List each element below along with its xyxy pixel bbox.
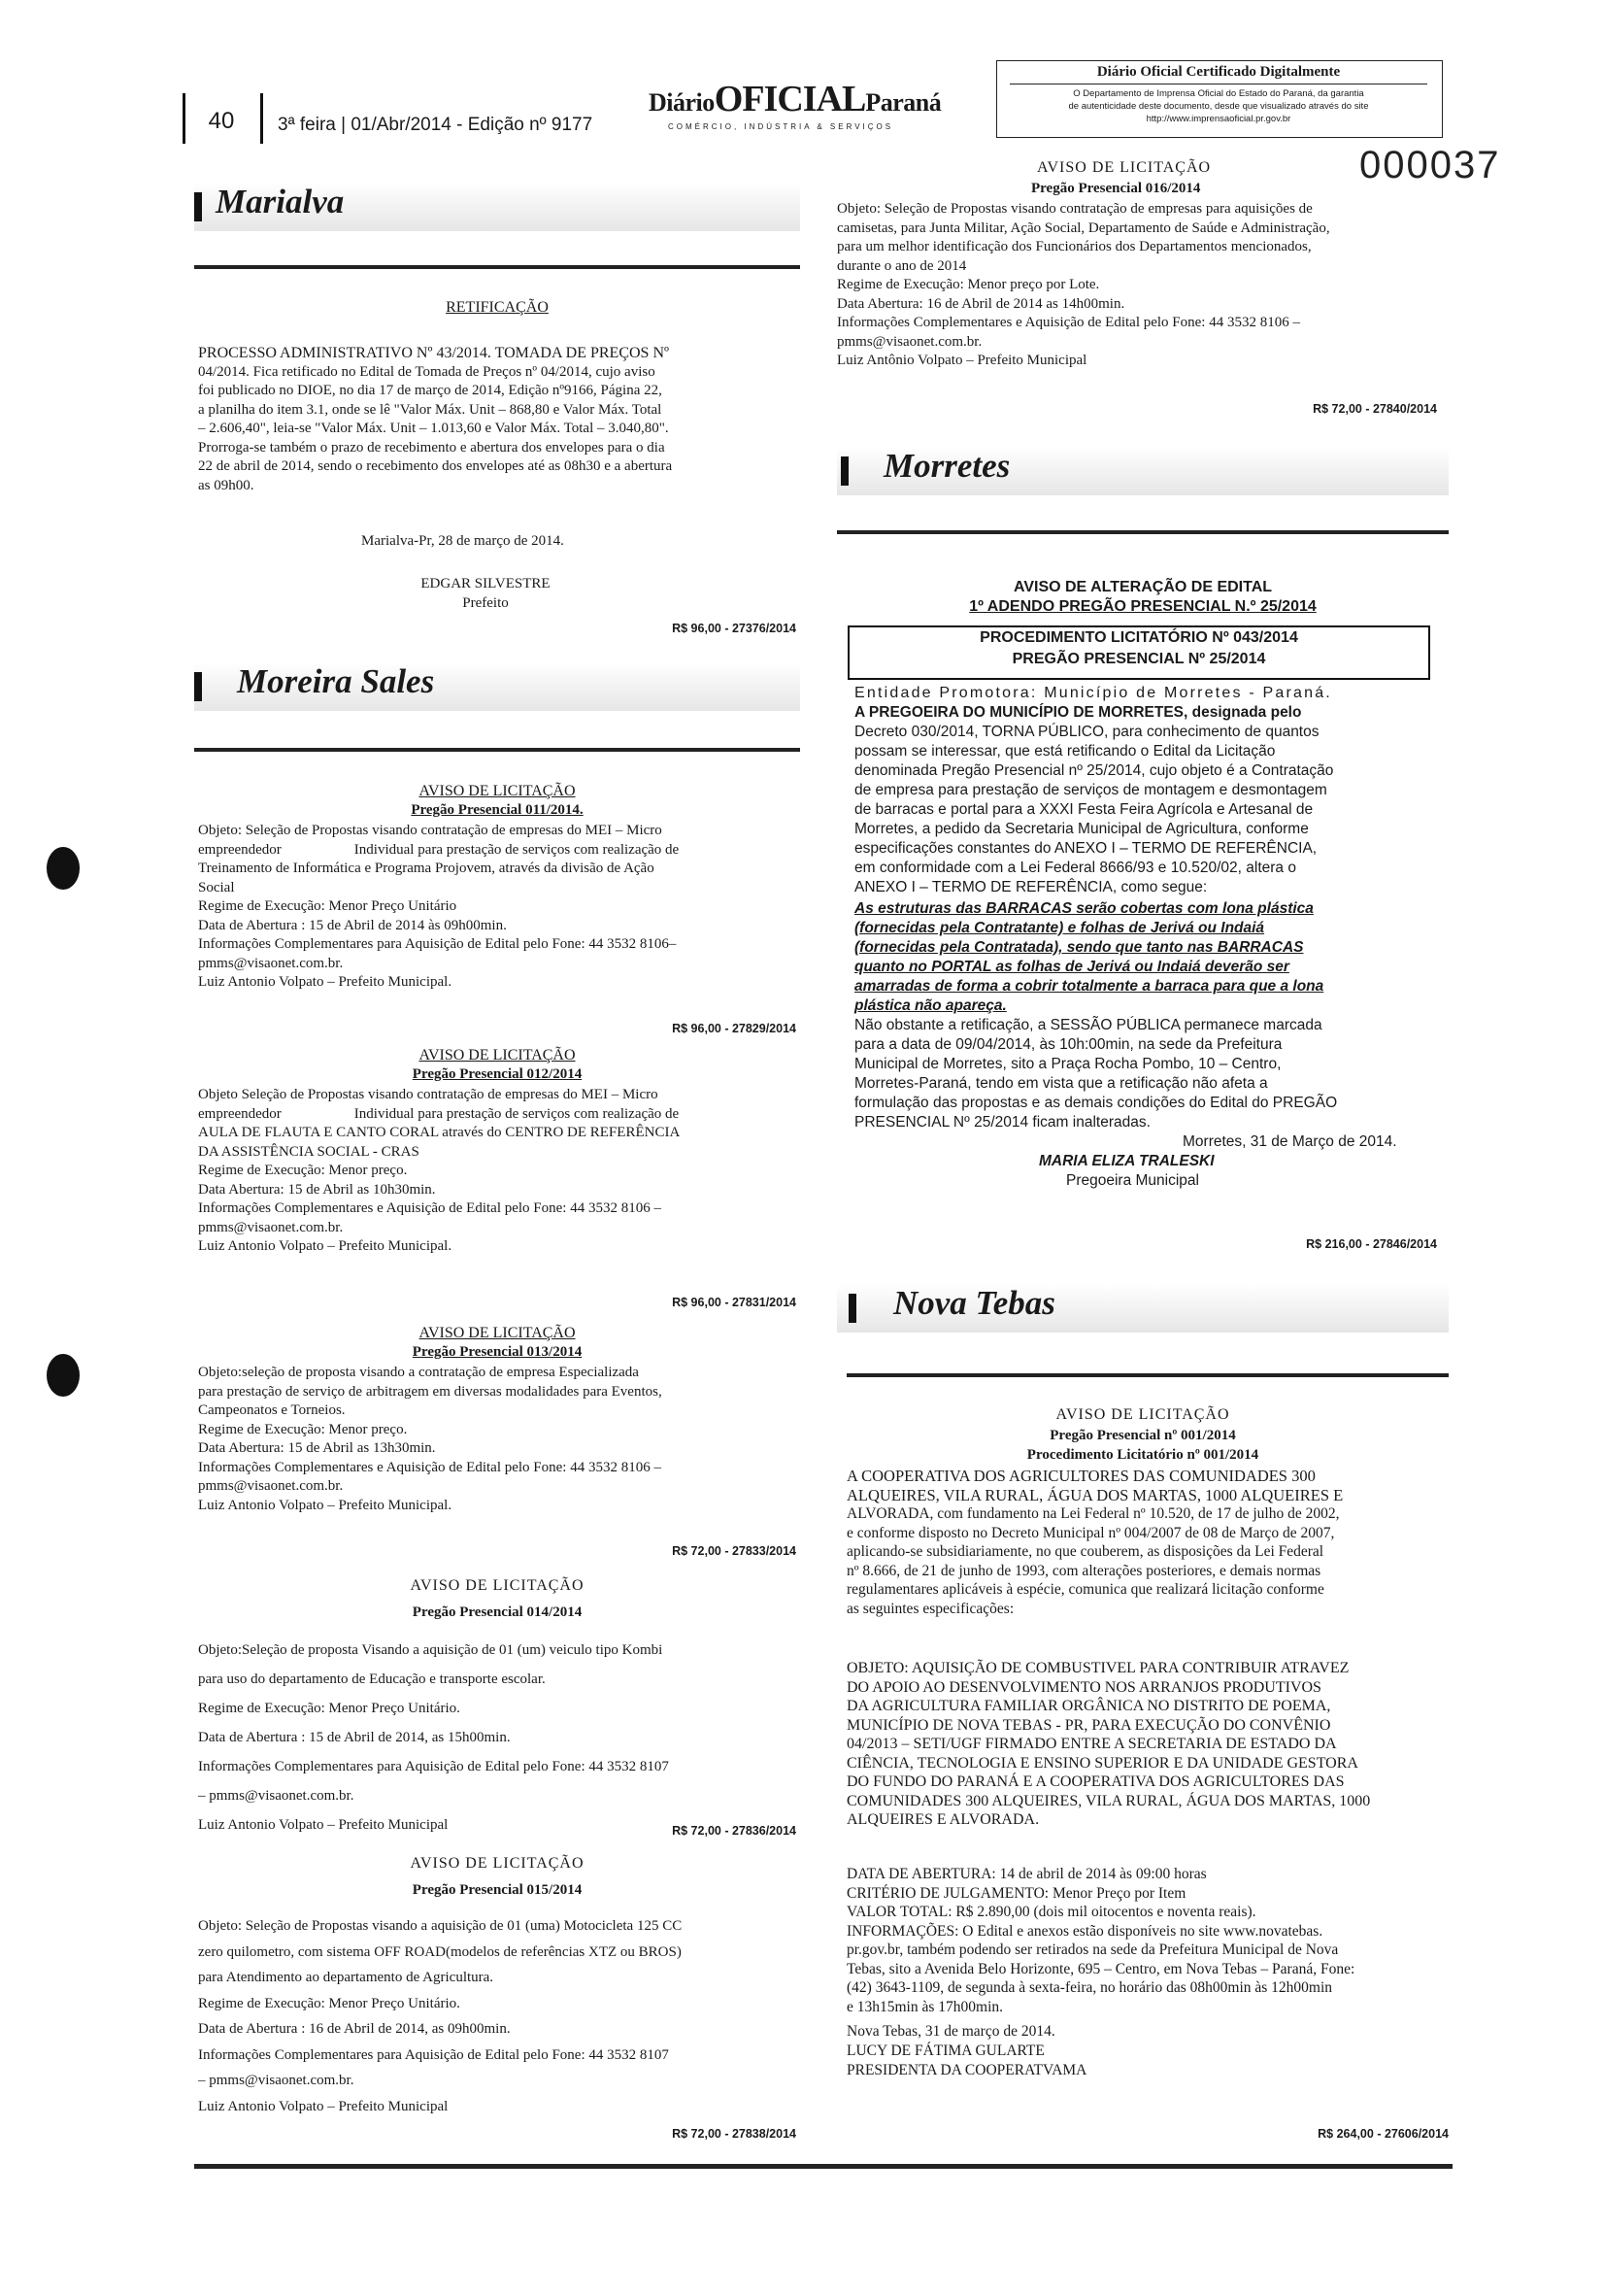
- section-rule: [194, 265, 800, 269]
- aviso-014-subtitle: Pregão Presencial 014/2014: [412, 1604, 583, 1620]
- punch-hole-bottom: [47, 1354, 80, 1397]
- aviso-011-subtitle: Pregão Presencial 011/2014.: [411, 802, 584, 818]
- section-title-morretes: Morretes: [884, 447, 1011, 485]
- price-tag: R$ 72,00 - 27836/2014: [672, 1824, 796, 1838]
- aviso-014-body: Objeto:Seleção de proposta Visando a aquisição de 01 (um) veiculo tipo Kombi para uso do departamento de Educação e transporte escolar. Regime de Execução: Menor Preço Unitário. Data de Abertura : 15 de Abril de 2014, as 15h00min. Informações Complementares para Aquisição de Edital pelo Fone: 44 3532 8107 – pmms@visaonet.com.br. Luiz Antonio Volpato – Prefeito Municipal: [198, 1642, 669, 1833]
- morretes-amendment: As estruturas das BARRACAS serão cobertas com lona plástica (fornecidas pela Contratante) e folhas de Jerivá ou Indaiá (fornecidas pela Contratada), sendo que tanto nas BARRACAS quanto no PORTAL as folhas de Jerivá ou Indaiá deverão ser amarradas de forma a cobrir totalmente a barraca para que a lona plástica não apareça.: [854, 900, 1324, 1014]
- price-tag: R$ 96,00 - 27831/2014: [672, 1296, 796, 1309]
- morretes-role: Pregoeira Municipal: [1066, 1172, 1199, 1189]
- retificacao-body: PROCESSO ADMINISTRATIVO Nº 43/2014. TOMADA DE PREÇOS Nº 04/2014. Fica retificado no Edital de Tomada de Preços nº 04/2014, cujo aviso foi publicado no DIOE, no dia 17 de março de 2014, Edição nº9166, Página 22, a planilha do item 3.1, onde se lê "Valor Máx. Unit – 868,80 e Valor Máx. Total – 2.606,40", leia-se "Valor Máx. Unit – 1.013,60 e Valor Máx. Total – 3.040,80". Prorroga-se também o prazo de recebimento e abertura dos envelopes para o dia 22 de abril de 2014, sendo o recebimento dos envelopes até as 08h30 e a abertura as 09h00.: [198, 345, 673, 493]
- price-tag: R$ 72,00 - 27833/2014: [672, 1544, 796, 1558]
- nova-tebas-body: A COOPERATIVA DOS AGRICULTORES DAS COMUNIDADES 300 ALQUEIRES, VILA RURAL, ÁGUA DOS MARTAS, 1000 ALQUEIRES E ALVORADA, com fundamento na Lei Federal nº 10.520, de 17 de julho de 2002, e conforme disposto no Decreto Municipal nº 004/2007 de 08 de Março de 2007, aplicando-se subsidiariamente, no que couberem, as disposições da Lei Federal nº 8.666, de 21 de junho de 1993, com alterações posteriores, e demais normas regulamentares aplicáveis à espécie, comunica que realizará licitação conforme as seguintes especificações:: [847, 1467, 1344, 1617]
- logo-subtitle: COMÉRCIO, INDÚSTRIA & SERVIÇOS: [668, 122, 894, 131]
- nova-tebas-title: AVISO DE LICITAÇÃO: [1055, 1406, 1230, 1423]
- retificacao-place-date: Marialva-Pr, 28 de março de 2014.: [361, 533, 564, 549]
- certification-title: Diário Oficial Certificado Digitalmente: [1010, 64, 1427, 84]
- aviso-016-subtitle: Pregão Presencial 016/2014: [1031, 181, 1201, 196]
- nova-tebas-signer: LUCY DE FÁTIMA GULARTE: [847, 2043, 1045, 2059]
- aviso-011-title: AVISO DE LICITAÇÃO: [418, 783, 576, 799]
- issue-info: 3ª feira | 01/Abr/2014 - Edição nº 9177: [278, 115, 593, 135]
- morretes-subtitle: 1º ADENDO PREGÃO PRESENCIAL N.º 25/2014: [969, 598, 1317, 615]
- nova-tebas-objeto: OBJETO: AQUISIÇÃO DE COMBUSTIVEL PARA CONTRIBUIR ATRAVEZ DO APOIO AO DESENVOLVIMENTO NOS ARRANJOS PRODUTIVOS DA AGRICULTURA FAMILIAR ORGÂNICA NO DISTRITO DE POEMA, MUNICÍPIO DE NOVA TEBAS - PR, PARA EXECUÇÃO DO CONVÊNIO 04/2013 – SETI/UGF FIRMADO ENTRE A SECRETARIA DE ESTADO DA CIÊNCIA, TECNOLOGIA E ENSINO SUPERIOR E DA UNIDADE GESTORA DO FUNDO DO PARANÁ E A COOPERATIVA DOS AGRICULTORES DAS COMUNIDADES 300 ALQUEIRES, VILA RURAL, ÁGUA DOS MARTAS, 1000 ALQUEIRES E ALVORADA.: [847, 1660, 1371, 1828]
- aviso-011-body: Objeto: Seleção de Propostas visando contratação de empresas do MEI – Micro empreendedor Individual para prestação de serviços com realização de Treinamento de Informática e Programa Projovem, através da divisão de Ação Social Regime de Execução: Menor Preço Unitário Data de Abertura : 15 de Abril de 2014 às 09h00min. Informações Complementares para Aquisição de Edital pelo Fone: 44 3532 8106– pmms@visaonet.com.br. Luiz Antonio Volpato – Prefeito Municipal.: [198, 823, 680, 990]
- morretes-signer: MARIA ELIZA TRALESKI: [1039, 1153, 1215, 1169]
- punch-hole-top: [47, 847, 80, 890]
- section-rule: [194, 748, 800, 752]
- nova-tebas-date: Nova Tebas, 31 de março de 2014.: [847, 2023, 1055, 2040]
- section-rule: [837, 530, 1449, 534]
- logo-state: Paraná: [865, 88, 942, 117]
- morretes-procedure: PROCEDIMENTO LICITATÓRIO Nº 043/2014: [980, 629, 1298, 646]
- section-title-moreira-sales: Moreira Sales: [237, 662, 435, 700]
- logo-big: OFICIAL: [714, 79, 866, 119]
- price-tag: R$ 72,00 - 27840/2014: [1313, 402, 1437, 416]
- retificacao-signer: EDGAR SILVESTRE: [420, 576, 551, 591]
- nova-tebas-subtitle-1: Pregão Presencial nº 001/2014: [1050, 1428, 1236, 1443]
- price-tag: R$ 72,00 - 27838/2014: [672, 2127, 796, 2141]
- section-title-marialva: Marialva: [216, 183, 345, 220]
- price-tag: R$ 264,00 - 27606/2014: [1318, 2127, 1449, 2141]
- aviso-016-title: AVISO DE LICITAÇÃO: [1037, 159, 1212, 176]
- morretes-body: A PREGOEIRA DO MUNICÍPIO DE MORRETES, designada pelo Decreto 030/2014, TORNA PÚBLICO, para conhecimento de quantos possam se interessar, que está retificando o Edital da Licitação denominada Pregão Presencial nº 25/2014, cujo objeto é a Contratação de empresa para prestação de serviços de montagem e desmontagem de barracas e portal para a XXXI Festa Feira Agrícola e Artesanal de Morretes, a pedido da Secretaria Municipal de Agricultura, conforme especificações constantes do ANEXO I – TERMO DE REFERÊNCIA, em conformidade com a Lei Federal 8666/93 e 10.520/02, altera o ANEXO I – TERMO DE REFERÊNCIA, como segue:: [854, 704, 1334, 895]
- morretes-pregao: PREGÃO PRESENCIAL Nº 25/2014: [1012, 651, 1266, 667]
- morretes-body-2: Não obstante a retificação, a SESSÃO PÚBLICA permanece marcada para a data de 09/04/2014, às 10h:00min, na sede da Prefeitura Municipal de Morretes, sito a Praça Rocha Pombo, 10 – Centro, Morretes-Paraná, tendo em vista que a retificação não afeta a formulação das propostas e as demais condições do Edital do PREGÃO PRESENCIAL Nº 25/2014 ficam inalteradas.: [854, 1017, 1338, 1131]
- header-rule-right: [260, 93, 263, 144]
- aviso-012-subtitle: Pregão Presencial 012/2014: [412, 1066, 583, 1082]
- page-stamp-number: 000037: [1359, 144, 1501, 186]
- aviso-015-body: Objeto: Seleção de Propostas visando a aquisição de 01 (uma) Motocicleta 125 CC zero quilometro, com sistema OFF ROAD(modelos de referências XTZ ou BROS) para Atendimento ao departamento de Agricultura. Regime de Execução: Menor Preço Unitário. Data de Abertura : 16 de Abril de 2014, as 09h00min. Informações Complementares para Aquisição de Edital pelo Fone: 44 3532 8107 – pmms@visaonet.com.br. Luiz Antonio Volpato – Prefeito Municipal: [198, 1918, 683, 2114]
- retificacao-role: Prefeito: [462, 595, 509, 611]
- morretes-entity: Entidade Promotora: Município de Morretes - Paraná.: [854, 685, 1332, 701]
- aviso-015-title: AVISO DE LICITAÇÃO: [410, 1855, 585, 1872]
- section-title-nova-tebas: Nova Tebas: [893, 1284, 1055, 1322]
- page-number: 40: [208, 108, 235, 134]
- aviso-012-body: Objeto Seleção de Propostas visando contratação de empresas do MEI – Micro empreendedor Individual para prestação de serviços com realização de AULA DE FLAUTA E CANTO CORAL através do CENTRO DE REFERÊNCIA DA ASSISTÊNCIA SOCIAL - CRAS Regime de Execução: Menor preço. Data Abertura: 15 de Abril as 10h30min. Informações Complementares e Aquisição de Edital pelo Fone: 44 3532 8106 – pmms@visaonet.com.br. Luiz Antonio Volpato – Prefeito Municipal.: [198, 1087, 681, 1254]
- morretes-date: Morretes, 31 de Março de 2014.: [1183, 1133, 1397, 1150]
- section-rule: [847, 1373, 1449, 1377]
- price-tag: R$ 216,00 - 27846/2014: [1306, 1237, 1437, 1251]
- nova-tebas-subtitle-2: Procedimento Licitatório nº 001/2014: [1026, 1447, 1259, 1463]
- aviso-013-title: AVISO DE LICITAÇÃO: [418, 1325, 576, 1341]
- aviso-016-body: Objeto: Seleção de Propostas visando contratação de empresas para aquisições de camisetas, para Junta Militar, Ação Social, Departamento de Saúde e Administração, para um melhor identificação dos Funcionários dos Departamentos mencionados, durante o ano de 2014 Regime de Execução: Menor preço por Lote. Data Abertura: 16 de Abril de 2014 as 14h00min. Informações Complementares e Aquisição de Edital pelo Fone: 44 3532 8106 – pmms@visaonet.com.br. Luiz Antônio Volpato – Prefeito Municipal: [837, 201, 1330, 368]
- aviso-015-subtitle: Pregão Presencial 015/2014: [412, 1882, 583, 1898]
- price-tag: R$ 96,00 - 27829/2014: [672, 1022, 796, 1035]
- nova-tebas-info: DATA DE ABERTURA: 14 de abril de 2014 às 09:00 horas CRITÉRIO DE JULGAMENTO: Menor Preço por Item VALOR TOTAL: R$ 2.890,00 (dois mil oitocentos e noventa reais). INFORMAÇÕES: O Edital e anexos estão disponíveis no site www.novatebas. pr.gov.br, também podendo ser retirados na sede da Prefeitura Municipal de Nova Tebas, sito a Avenida Belo Horizonte, 695 – Centro, em Nova Tebas – Paraná, Fone: (42) 3643-1109, de segunda à sexta-feira, no horário das 08h00min às 12h00min e 13h15min às 17h00min.: [847, 1866, 1355, 2015]
- logo-main: Diário: [649, 88, 715, 117]
- section-marker: [194, 192, 202, 221]
- section-marker: [849, 1294, 856, 1323]
- nova-tebas-role: PRESIDENTA DA COOPERATVAMA: [847, 2062, 1087, 2078]
- page-bottom-rule: [194, 2164, 1453, 2169]
- masthead-logo: [649, 78, 941, 120]
- morretes-title: AVISO DE ALTERAÇÃO DE EDITAL: [1013, 579, 1273, 595]
- aviso-013-body: Objeto:seleção de proposta visando a contratação de empresa Especializada para prestação de serviço de arbitragem em diversas modalidades para Eventos, Campeonatos e Torneios. Regime de Execução: Menor preço. Data Abertura: 15 de Abril as 13h30min. Informações Complementares e Aquisição de Edital pelo Fone: 44 3532 8106 – pmms@visaonet.com.br. Luiz Antonio Volpato – Prefeito Municipal.: [198, 1365, 662, 1513]
- aviso-012-title: AVISO DE LICITAÇÃO: [418, 1047, 576, 1064]
- section-marker: [194, 672, 202, 701]
- price-tag: R$ 96,00 - 27376/2014: [672, 622, 796, 635]
- certification-text: O Departamento de Imprensa Oficial do Estado do Paraná, da garantia de autenticidade deste documento, desde que visualizado através do site http://www.imprensaoficial.pr.gov.br: [1068, 88, 1369, 124]
- retificacao-title: RETIFICAÇÃO: [446, 299, 549, 316]
- section-marker: [841, 456, 849, 486]
- aviso-013-subtitle: Pregão Presencial 013/2014: [412, 1344, 583, 1360]
- aviso-014-title: AVISO DE LICITAÇÃO: [410, 1577, 585, 1594]
